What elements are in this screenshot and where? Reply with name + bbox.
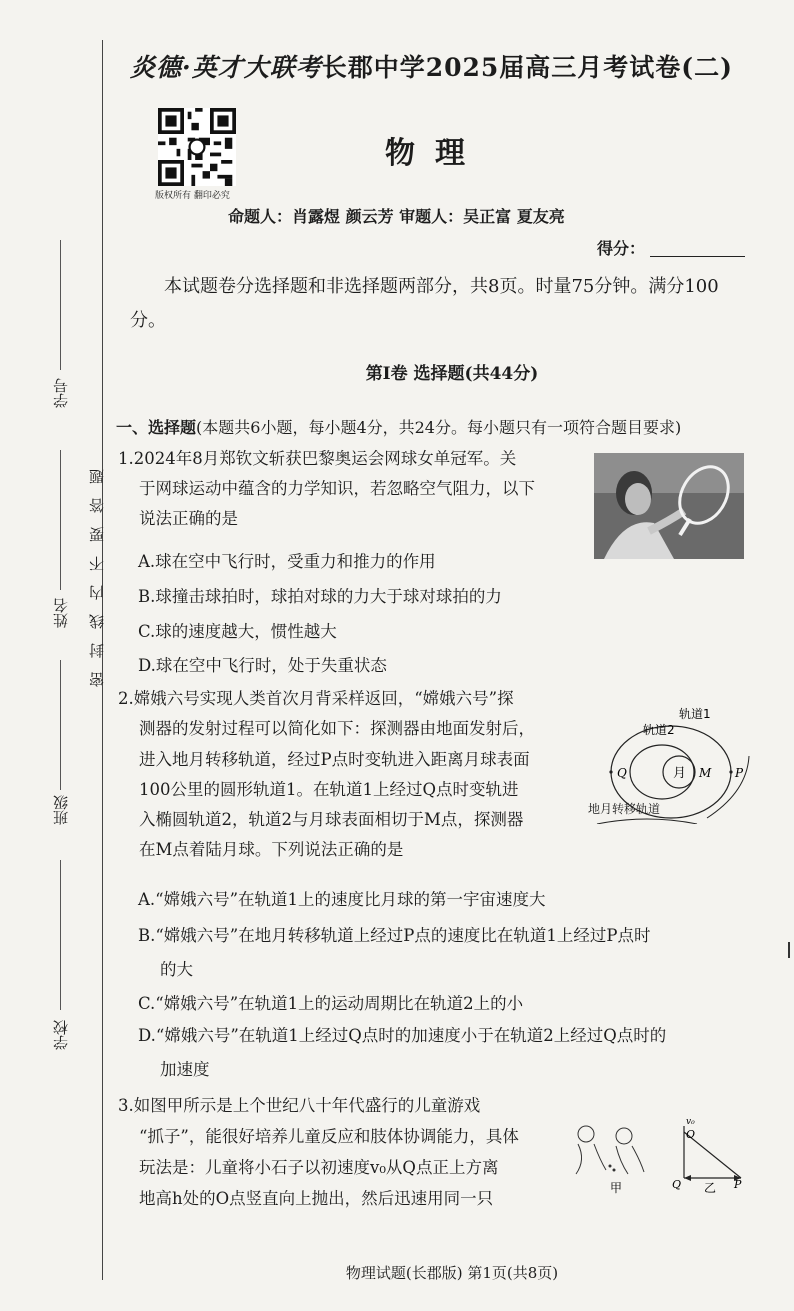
q1-stem-line: 于网球运动中蕴含的力学知识，若忽略空气阻力，以下 (139, 479, 535, 498)
point-q-label: Q (617, 766, 627, 780)
point-m-label: M (699, 766, 712, 780)
game-figure (566, 1116, 751, 1196)
figure-yi-label: 乙 (704, 1181, 717, 1195)
q2-stem-line: 进入地月转移轨道，经过P点时变轨进入距离月球表面 (139, 749, 530, 769)
qr-code-icon (158, 108, 236, 186)
point-q3-label: Q (672, 1178, 682, 1191)
q1-option-d[interactable]: D.球在空中飞行时，处于失重状态 (138, 656, 387, 675)
q3-stem-line: 3.如图甲所示是上个世纪八十年代盛行的儿童游戏 (118, 1096, 481, 1115)
question-2-stem (118, 684, 535, 866)
point-p-label: P (735, 766, 744, 780)
q2-stem-line: 入椭圆轨道2，轨道2与月球表面相切于M点，探测器 (139, 810, 524, 830)
question-3-stem (118, 1090, 519, 1214)
transfer-orbit-label: 地月转移轨道 (588, 802, 661, 816)
point-o-label: O (686, 1128, 696, 1141)
binding-strip (0, 0, 110, 1311)
score-field[interactable] (650, 256, 745, 257)
field-name-label: 姓名 (52, 598, 70, 628)
field-name-line[interactable] (60, 450, 61, 590)
q1-option-b[interactable]: B.球撞击球拍时，球拍对球的力大于球对球拍的力 (138, 587, 502, 606)
field-class-line[interactable] (60, 660, 61, 790)
q2-option-c[interactable]: C.“嫦娥六号”在轨道1上的运动周期比在轨道2上的小 (138, 994, 524, 1013)
q1-stem-line: 1.2024年8月郑钦文斩获巴黎奥运会网球女单冠军。关 (118, 449, 517, 468)
q3-stem-line: 玩法是：儿童将小石子以初速度v₀从Q点正上方离 (139, 1158, 499, 1177)
q1-stem-line: 说法正确的是 (139, 509, 238, 528)
page-edge-mark (788, 942, 790, 958)
exam-title (130, 48, 733, 84)
part-desc: (本题共6小题，每小题4分，共24分。每小题只有一项符合题目要求) (196, 418, 682, 437)
moon-label: 月 (673, 766, 687, 781)
q2-stem-line: 在M点着陆月球。下列说法正确的是 (139, 840, 404, 860)
brand-name: 炎德·英才大联考 (130, 53, 322, 82)
field-school-line[interactable] (60, 860, 61, 1010)
q1-option-c[interactable]: C.球的速度越大，惯性越大 (138, 622, 337, 641)
field-class-label: 班级 (52, 795, 70, 825)
part-label: 一、选择题 (116, 418, 197, 437)
field-student-id-line[interactable] (60, 240, 61, 370)
part-heading (116, 415, 681, 438)
q2-option-a[interactable]: A.“嫦娥六号”在轨道1上的速度比月球的第一宇宙速度大 (138, 890, 546, 909)
orbit2-label: 轨道2 (643, 723, 675, 737)
field-school-label: 学校 (52, 1020, 70, 1050)
question-1-stem (118, 444, 535, 534)
q3-stem-line: “抓子”，能很好培养儿童反应和肢体协调能力，具体 (139, 1127, 519, 1146)
orbit1-label: 轨道1 (679, 707, 711, 721)
q1-option-a[interactable]: A.球在空中飞行时，受重力和推力的作用 (138, 552, 436, 571)
subject-title: 物理 (385, 136, 485, 171)
score-label: 得分： (597, 239, 646, 258)
field-student-id-label: 学号 (52, 378, 70, 408)
q2-option-d-cont[interactable]: 加速度 (160, 1060, 210, 1079)
section-title: 第Ⅰ卷 选择题(共44分) (365, 364, 539, 384)
point-p3-label: P (734, 1178, 742, 1191)
exam-instructions: 本试题卷分选择题和非选择题两部分，共8页。时量75分钟。满分100分。 (130, 276, 719, 331)
figure-jia-label: 甲 (610, 1181, 623, 1195)
q2-stem-line: 2.嫦娥六号实现人类首次月背采样返回，“嫦娥六号”探 (118, 689, 514, 708)
q2-stem-line: 100公里的圆形轨道1。在轨道1上经过Q点时变轨进 (139, 779, 519, 799)
exam-title-text: 长郡中学2025届高三月考试卷(二) (321, 53, 733, 82)
q2-option-d[interactable]: D.“嫦娥六号”在轨道1上经过Q点时的加速度小于在轨道2上经过Q点时的 (138, 1026, 667, 1045)
q2-stem-line: 测器的发射过程可以简化如下：探测器由地面发射后， (139, 719, 535, 739)
q2-option-b-cont[interactable]: 的大 (160, 960, 193, 979)
authors-line: 命题人：肖露煜 颜云芳 审题人：吴正富 夏友亮 (228, 207, 565, 226)
tennis-player-photo (594, 453, 744, 559)
seal-notice: 密封线内不要答题 (88, 455, 106, 687)
v0-label: v₀ (686, 1117, 695, 1127)
page-footer: 物理试题(长郡版) 第1页(共8页) (345, 1264, 559, 1282)
q2-option-b[interactable]: B.“嫦娥六号”在地月转移轨道上经过P点的速度比在轨道1上经过P点时 (138, 926, 651, 945)
q3-stem-line: 地高h处的O点竖直向上抛出，然后迅速用同一只 (139, 1189, 494, 1208)
qr-caption: 版权所有 翻印必究 (155, 191, 230, 201)
